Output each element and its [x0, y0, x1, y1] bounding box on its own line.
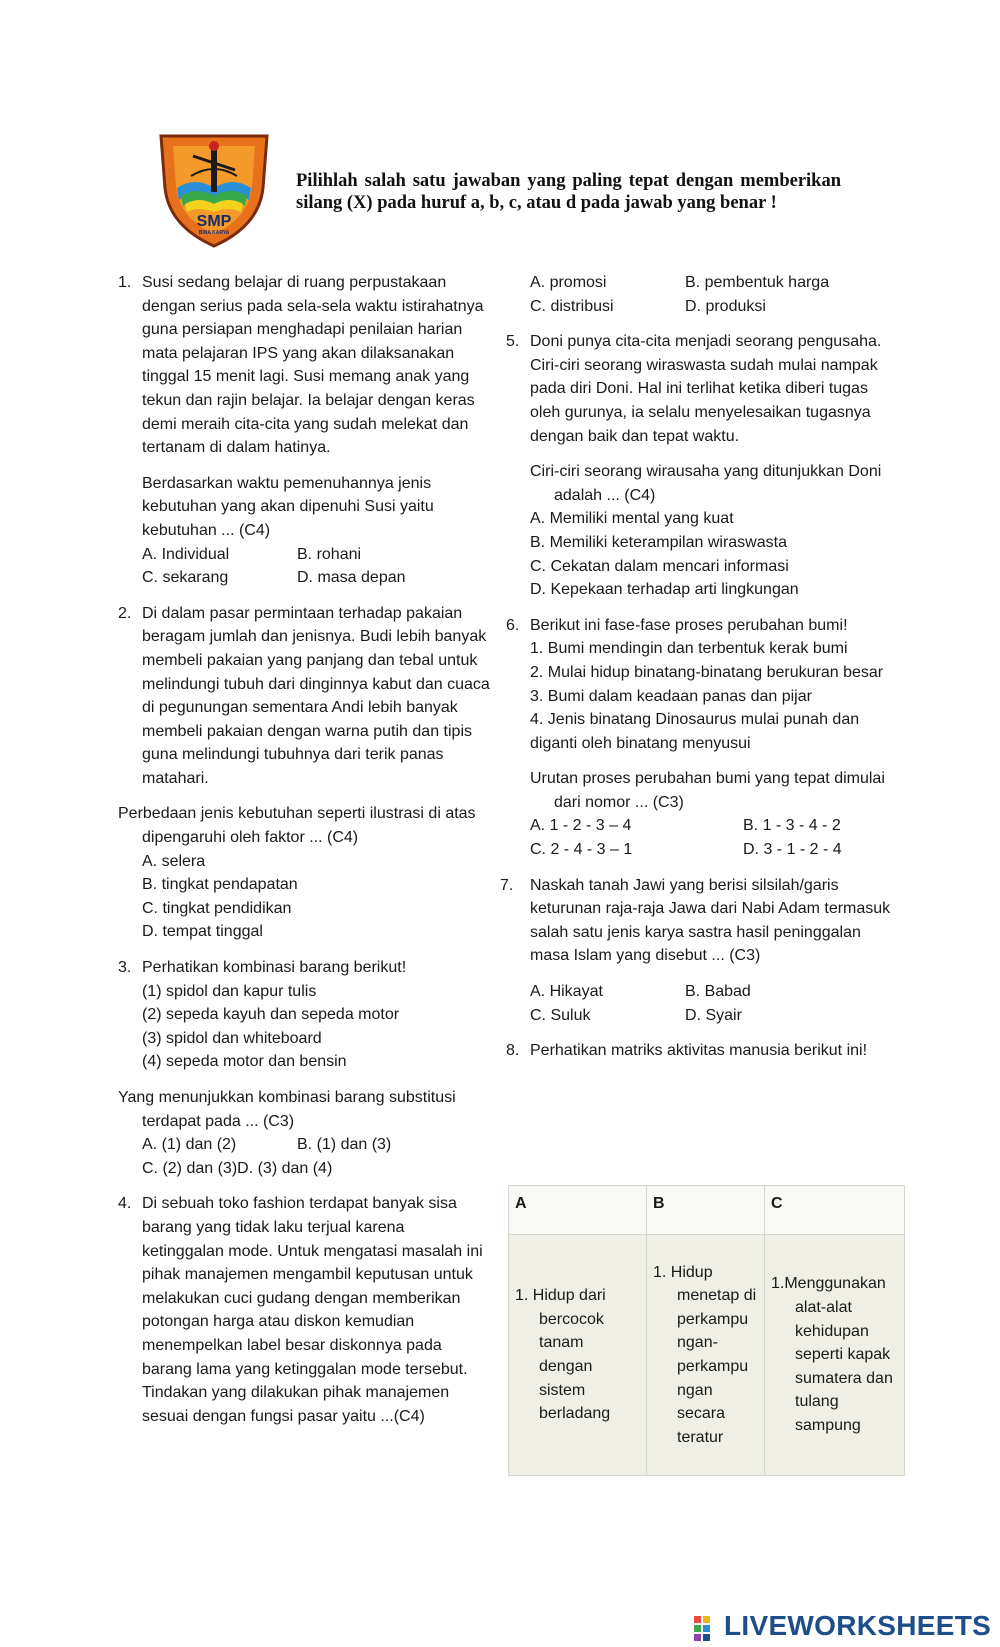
question-prompt: Ciri-ciri seorang wirausaha yang ditunjukkan Doni adalah ... (C4) — [530, 463, 882, 504]
liveworksheets-logo-icon — [694, 1616, 720, 1642]
instruction-text: Pilihlah salah satu jawaban yang paling tepat dengan memberikan silang (X) pada huruf a, b, c, atau d pada jawab yang benar ! — [296, 171, 841, 213]
question-number: 8. — [506, 1042, 520, 1060]
option-a[interactable]: A. Individual — [142, 545, 230, 563]
activity-matrix-table — [508, 1185, 905, 1476]
question-prompt: Berdasarkan waktu pemenuhannya jenis kebutuhan yang akan dipenuhi Susi yaitu kebutuhan ... (C4) — [142, 474, 434, 539]
option-b[interactable]: B. Memiliki keterampilan wiraswasta — [530, 533, 787, 551]
logo-subtext: BINA KARYA — [198, 230, 230, 236]
option-d[interactable]: D. Kepekaan terhadap arti lingkungan — [530, 581, 799, 599]
option-b[interactable]: B. Babad — [685, 983, 751, 1001]
question-text: Di dalam pasar permintaan terhadap pakaian beragam jumlah dan jenisnya. Budi lebih banyak membeli pakaian yang panjang dan tebal untuk melindungi tubuh dari dinginnya kabut dan cuaca di pegunungan sementara Andi lebih banyak membeli pakaian dengan warna putih dan tipis guna melindungi tubuhnya dari terik panas matahari. — [142, 604, 490, 787]
table-row — [509, 1235, 905, 1476]
question-8 — [506, 1039, 900, 1063]
table-cell: 1. Hidup dari bercocok tanam dengan sistem berladang — [515, 1287, 611, 1423]
question-text: Perhatikan kombinasi barang berikut! — [142, 959, 407, 977]
list-item: 3. Bumi dalam keadaan panas dan pijar — [530, 687, 812, 705]
option-b[interactable]: B. 1 - 3 - 4 - 2 — [743, 817, 841, 835]
option-d[interactable]: D. 3 - 1 - 2 - 4 — [743, 841, 842, 859]
table-header-row — [509, 1186, 905, 1235]
question-number: 5. — [506, 333, 520, 351]
option-d[interactable]: D. masa depan — [297, 569, 406, 587]
question-number: 2. — [118, 604, 132, 622]
question-number: 6. — [506, 616, 520, 634]
list-item: (1) spidol dan kapur tulis — [142, 982, 317, 1000]
option-c[interactable]: C. sekarang — [142, 569, 229, 587]
table-header: B — [647, 1186, 765, 1235]
option-a[interactable]: A. promosi — [530, 274, 607, 291]
table-cell: 1.Menggunakan alat-alat kehidupan seperti kapak sumatera dan tulang sampung — [771, 1275, 893, 1434]
left-column — [118, 271, 490, 1428]
table-cell: 1. Hidup menetap di perkampu ngan-perkampu ngan secara teratur — [653, 1263, 757, 1446]
question-5 — [506, 330, 900, 448]
list-item: (4) sepeda motor dan bensin — [142, 1053, 347, 1071]
list-item: (3) spidol dan whiteboard — [142, 1029, 322, 1047]
question-prompt: Urutan proses perubahan bumi yang tepat dimulai dari nomor ... (C3) — [530, 770, 885, 811]
option-a[interactable]: A. 1 - 2 - 3 – 4 — [530, 817, 632, 835]
option-b[interactable]: B. rohani — [297, 545, 362, 563]
question-number: 4. — [118, 1195, 132, 1213]
option-d[interactable]: D. Syair — [685, 1006, 742, 1024]
question-text: Berikut ini fase-fase proses perubahan bumi! — [530, 616, 848, 634]
logo-text: SMP — [196, 213, 232, 230]
question-7 — [500, 874, 900, 968]
table-header: A — [509, 1186, 647, 1235]
question-prompt: Yang menunjukkan kombinasi barang substitusi terdapat pada ... (C3) — [118, 1089, 456, 1130]
question-text: Susi sedang belajar di ruang perpustakaan dengan serius pada sela-sela waktu istirahatnya guna persiapan menghadapi penilaian harian mata pelajaran IPS yang akan dilaksanakan tinggal 15 menit lagi. Susi memang anak yang tekun dan rajin belajar. Ia belajar dengan keras demi meraih cita-cita yang sudah melekat dan tertanam di dalam hatinya. — [142, 274, 484, 457]
option-c[interactable]: C. 2 - 4 - 3 – 1 — [530, 841, 633, 859]
right-column — [500, 271, 900, 1063]
option-a[interactable]: A. Hikayat — [530, 983, 603, 1001]
question-2 — [118, 602, 490, 791]
option-b[interactable]: B. pembentuk harga — [685, 274, 830, 291]
option-c[interactable]: C. distribusi — [530, 297, 614, 315]
option-a[interactable]: A. Memiliki mental yang kuat — [530, 510, 734, 528]
question-4 — [118, 1192, 490, 1428]
question-6 — [506, 614, 900, 756]
question-text: Perhatikan matriks aktivitas manusia berikut ini! — [530, 1042, 868, 1060]
question-text: Naskah tanah Jawi yang berisi silsilah/garis keturunan raja-raja Jawa dari Nabi Adam termasuk salah satu jenis karya sastra hasil peninggalan masa Islam yang disebut ... (C3) — [530, 876, 891, 965]
option-c[interactable]: C. Suluk — [530, 1006, 591, 1024]
question-text: Di sebuah toko fashion terdapat banyak sisa barang yang tidak laku terjual karena ketinggalan mode. Untuk mengatasi masalah ini pihak manajemen mengambil keputusan untuk melakukan cuci gudang dengan memberikan potongan harga atau diskon kemudian menempelkan label besar diskonnya pada barang lama yang ketinggalan mode tersebut. Tindakan yang dilakukan pihak manajemen sesuai dengan fungsi pasar yaitu ...(C4) — [142, 1195, 483, 1425]
option-d[interactable]: D. tempat tinggal — [142, 923, 263, 941]
option-a[interactable]: A. selera — [142, 852, 206, 870]
list-item: (2) sepeda kayuh dan sepeda motor — [142, 1006, 400, 1024]
table-header: C — [765, 1186, 905, 1235]
question-prompt: Perbedaan jenis kebutuhan seperti ilustrasi di atas dipengaruhi oleh faktor ... (C4) — [118, 805, 476, 847]
option-c-d[interactable]: C. (2) dan (3)D. (3) dan (4) — [142, 1159, 333, 1177]
list-item: 4. Jenis binatang Dinosaurus mulai punah dan diganti oleh binatang menyusui — [530, 711, 860, 752]
question-number: 7. — [500, 876, 514, 894]
option-c[interactable]: C. tingkat pendidikan — [142, 899, 292, 917]
question-1 — [118, 271, 490, 460]
option-b[interactable]: B. (1) dan (3) — [297, 1136, 392, 1154]
option-b[interactable]: B. tingkat pendapatan — [142, 876, 298, 894]
question-3 — [118, 956, 490, 1074]
question-number: 3. — [118, 959, 132, 977]
list-item: 2. Mulai hidup binatang-binatang berukuran besar — [530, 663, 884, 681]
question-number: 1. — [118, 274, 132, 291]
list-item: 1. Bumi mendingin dan terbentuk kerak bumi — [530, 640, 848, 658]
option-c[interactable]: C. Cekatan dalam mencari informasi — [530, 557, 789, 575]
option-a[interactable]: A. (1) dan (2) — [142, 1136, 237, 1154]
question-text: Doni punya cita-cita menjadi seorang pengusaha. Ciri-ciri seorang wiraswasta sudah mulai nampak pada diri Doni. Hal ini terlihat ketika diberi tugas oleh gurunya, ia selalu menyelesaikan tugasnya dengan baik dan tepat waktu. — [530, 333, 882, 445]
option-d[interactable]: D. produksi — [685, 297, 766, 315]
liveworksheets-brand[interactable]: LIVEWORKSHEETS — [724, 1610, 992, 1641]
school-logo — [155, 126, 273, 248]
